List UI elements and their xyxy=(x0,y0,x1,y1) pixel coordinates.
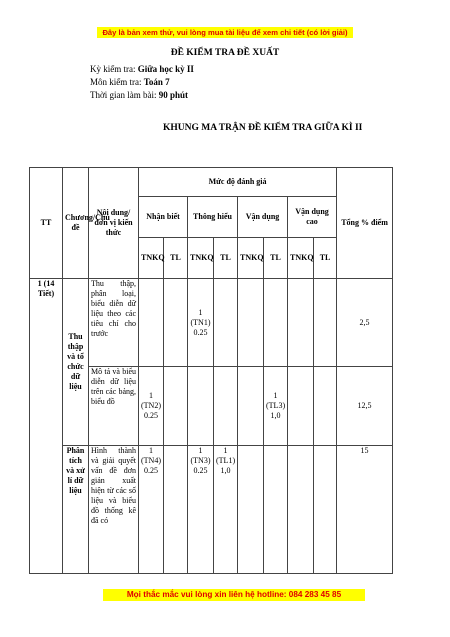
content-cell: Thu thập, phân loại, biểu diễn dữ liệu theo các tiêu chí cho trước xyxy=(89,279,139,367)
subject-label: Môn kiểm tra: xyxy=(90,77,144,87)
exam-title: ĐỀ KIỂM TRA ĐỀ XUẤT xyxy=(170,48,280,58)
header-nhan-biet: Nhận biết xyxy=(139,197,188,238)
exam-matrix-table xyxy=(29,167,393,574)
cell-value: 1 (TN3) 0.25 xyxy=(188,446,214,574)
time-label: Thời gian làm bài: xyxy=(90,90,159,100)
cell-value: 1 (TN2) 0.25 xyxy=(139,367,164,446)
cell xyxy=(288,367,314,446)
cell xyxy=(288,446,314,574)
cell xyxy=(288,279,314,367)
header-tnkq: TNKQ xyxy=(288,238,314,279)
time-value: 90 phút xyxy=(158,90,189,100)
cell xyxy=(264,279,288,367)
header-chuong: Chương/Chủ đề xyxy=(63,168,89,279)
cell xyxy=(314,279,337,367)
total-value: 12,5 xyxy=(337,367,393,446)
header-tl: TL xyxy=(164,238,188,279)
matrix-title: KHUNG MA TRẬN ĐỀ KIỂM TRA GIỮA KÌ II xyxy=(163,123,363,133)
cell xyxy=(188,367,214,446)
exam-subject-line xyxy=(90,76,170,88)
term-value: Giữa học kỳ II xyxy=(137,64,194,74)
total-value: 2,5 xyxy=(337,279,393,367)
exam-term-line xyxy=(90,63,194,75)
header-muc-do: Mức độ đánh giá xyxy=(139,168,337,197)
content-cell: Hình thành và giải quyết vấn đề đơn giản xuất hiện từ các số liệu và biểu đồ thống kê đã có xyxy=(89,446,139,574)
cell xyxy=(164,367,188,446)
header-tl: TL xyxy=(314,238,337,279)
header-tl: TL xyxy=(264,238,288,279)
header-noi-dung: Nội dung/đơn vị kiến thức xyxy=(89,168,139,279)
cell xyxy=(314,367,337,446)
header-tt: TT xyxy=(30,168,63,279)
subject-value: Toán 7 xyxy=(143,77,170,87)
content-cell: Mô tả và biểu diễn dữ liệu trên các bảng, biểu đồ xyxy=(89,367,139,446)
cell xyxy=(238,367,264,446)
cell-value: 1 (TN4) 0.25 xyxy=(139,446,164,574)
cell xyxy=(214,367,238,446)
header-tong: Tổng % điểm xyxy=(337,168,393,279)
row-tt: 1 (14 Tiết) xyxy=(30,279,63,574)
preview-banner: Đây là bản xem thử, vui lòng mua tài liệu để xem chi tiết (có lời giải) xyxy=(97,27,353,38)
cell-value: 1 (TN1) 0.25 xyxy=(188,279,214,367)
chapter-thu-thap: Thu thập và tổ chức dữ liệu xyxy=(63,279,89,446)
total-value: 15 xyxy=(337,446,393,574)
header-tnkq: TNKQ xyxy=(238,238,264,279)
cell xyxy=(314,446,337,574)
header-tl: TL xyxy=(214,238,238,279)
header-van-dung-cao: Vận dụng cao xyxy=(288,197,337,238)
cell xyxy=(238,279,264,367)
header-van-dung: Vận dụng xyxy=(238,197,288,238)
cell-value: 1 (TL1) 1,0 xyxy=(214,446,238,574)
header-tnkq: TNKQ xyxy=(139,238,164,279)
header-thong-hieu: Thông hiểu xyxy=(188,197,238,238)
cell xyxy=(164,446,188,574)
hotline-banner: Mọi thắc mắc vui lòng xin liên hệ hotline: 084 283 45 85 xyxy=(103,589,365,601)
cell xyxy=(214,279,238,367)
cell-value: 1 (TL3) 1,0 xyxy=(264,367,288,446)
cell xyxy=(264,446,288,574)
chapter-phan-tich: Phân tích và xử lí dữ liệu xyxy=(63,446,89,574)
term-label: Kỳ kiểm tra: xyxy=(90,64,138,74)
cell xyxy=(164,279,188,367)
cell xyxy=(238,446,264,574)
exam-time-line xyxy=(90,89,188,101)
cell xyxy=(139,279,164,367)
header-tnkq: TNKQ xyxy=(188,238,214,279)
